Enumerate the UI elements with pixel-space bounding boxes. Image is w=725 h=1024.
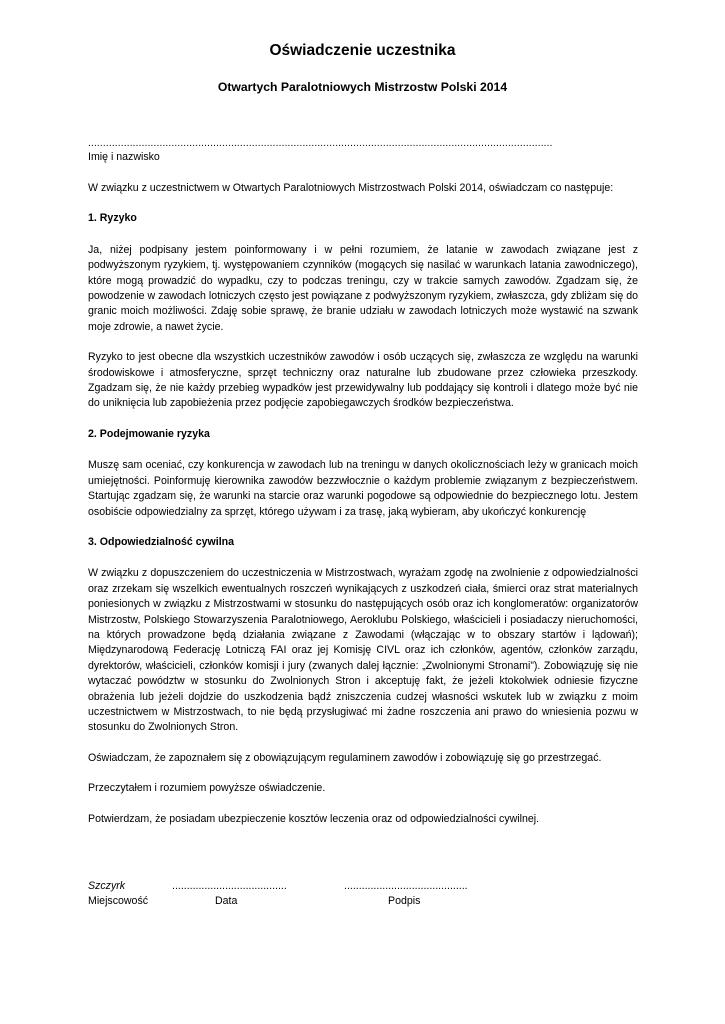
risk-paragraph-2: Ryzyko to jest obecne dla wszystkich uczestników zawodów i osób uczących się, zwłaszcza ze względu na warunki środowiskowe i atmosferyczne, sprzęt techniczny oraz naturalne lub zbudowane przez człowieka przeszkody. Zgadzam się, że nie każdy przebieg wypadków jest przewidywalny lub poddający się kontroli i dlatego może być nie do uniknięcia lub zapobieżenia przez podjęcie zapobiegawczych środków bezpieczeństwa. bbox=[88, 351, 638, 410]
section-heading-risk: 1. Ryzyko bbox=[88, 212, 137, 225]
date-fill-line: ....................................... bbox=[172, 880, 287, 892]
signature-block bbox=[88, 880, 638, 912]
signature-fill-line: .......................................... bbox=[344, 880, 468, 892]
intro-paragraph: W związku z uczestnictwem w Otwartych Paralotniowych Mistrzostwach Polski 2014, oświadczam co następuje: bbox=[88, 182, 614, 194]
risk-paragraph-1: Ja, niżej podpisany jestem poinformowany i w pełni rozumiem, że latanie w zawodach związane jest z podwyższonym ryzykiem, tj. występowaniem czynników (mogących się nasilać w warunkach latania zawodniczego), które mogą prowadzić do wypadku, czy to podczas treningu, czy w trakcie samych zawodów. Zgadzam się, że powodzenie w zawodach lotniczych często jest powiązane z podwyższonym ryzykiem, zwłaszcza, gdy zbliżam się do granic moich możliwości. Zdaję sobie sprawę, że branie udziału w zawodach lotniczych może wystawić na szwank moje zdrowie, a nawet życie. bbox=[88, 243, 638, 333]
closing-statement-insurance: Potwierdzam, że posiadam ubezpieczenie kosztów leczenia oraz od odpowiedzialności cywilnej. bbox=[88, 812, 540, 825]
liability-paragraph: W związku z dopuszczeniem do uczestniczenia w Mistrzostwach, wyrażam zgodę na zwolnienie z odpowiedzialności oraz zrzekam się wszelkich ewentualnych roszczeń wynikających z uszkodzeń ciała, śmierci oraz strat materialnych poniesionych w związku z Mistrzostwami w stosunku do następujących osób oraz ich konglomeratów: organizatorów Mistrzostw, Polskiego Stowarzyszenia Paralotniowego, Aeroklubu Polskiego, właścicieli i posiadaczy nieruchomości, na których prowadzone będą działania związane z Zawodami (włączając w to obszary startów i lądowań); Międzynarodową Federację Lotniczą FAI oraz jej Komisję CIVL oraz ich członków, agentów, członków zarządu, dyrektorów, właścicieli, członków komisji i jury (zwanych dalej łącznie: „Zwolnionymi Stronami”). Zobowiązuję się nie wytaczać powództw w stosunku do Zwolnionych Stron i akceptuję fakt, że jeżeli ktokolwiek odniesie fizyczne obrażenia lub jeżeli dojdzie do uszkodzenia bądź zniszczenia cudzej własności wskutek lub w związku z moim uczestnictwem w Mistrzostwach, to nie będą przysługiwać mi żadne roszczenia ani prawo do wniesienia pozwu w stosunku do Zwolnionych Stron. bbox=[88, 567, 638, 734]
date-label: Data bbox=[215, 895, 238, 907]
document-subtitle: Otwartych Paralotniowych Mistrzostw Polski 2014 bbox=[217, 80, 508, 94]
section-heading-liability: 3. Odpowiedzialność cywilna bbox=[88, 535, 234, 548]
signature-label: Podpis bbox=[388, 895, 421, 907]
document-body bbox=[88, 138, 638, 842]
document-title: Oświadczenie uczestnika bbox=[269, 42, 456, 59]
name-fill-line: ............................................................................................................................................................ bbox=[88, 138, 553, 149]
section-heading-risk-taking: 2. Podejmowanie ryzyka bbox=[88, 427, 210, 440]
risk-taking-paragraph: Muszę sam oceniać, czy konkurencja w zawodach lub na treningu w danych okolicznościach leży w granicach moich umiejętności. Poinformuję kierownika zawodów bezzwłocznie o każdym problemie związanym z bezpieczeństwem. Startując zgadzam się, że warunki na starcie oraz warunki pogodowe są odpowiednie do bezpiecznego lotu. Jestem osobiście odpowiedzialny za sprzęt, którego używam i za trasę, jaką wybieram, aby ukończyć konkurencję bbox=[88, 459, 638, 518]
closing-statement-read: Przeczytałem i rozumiem powyższe oświadczenie. bbox=[88, 782, 326, 795]
closing-statement-regulations: Oświadczam, że zapoznałem się z obowiązującym regulaminem zawodów i zobowiązuję się go przestrzegać. bbox=[88, 751, 602, 764]
name-label: Imię i nazwisko bbox=[88, 151, 160, 163]
place-label: Miejscowość bbox=[88, 895, 149, 907]
place-value: Szczyrk bbox=[88, 880, 126, 892]
